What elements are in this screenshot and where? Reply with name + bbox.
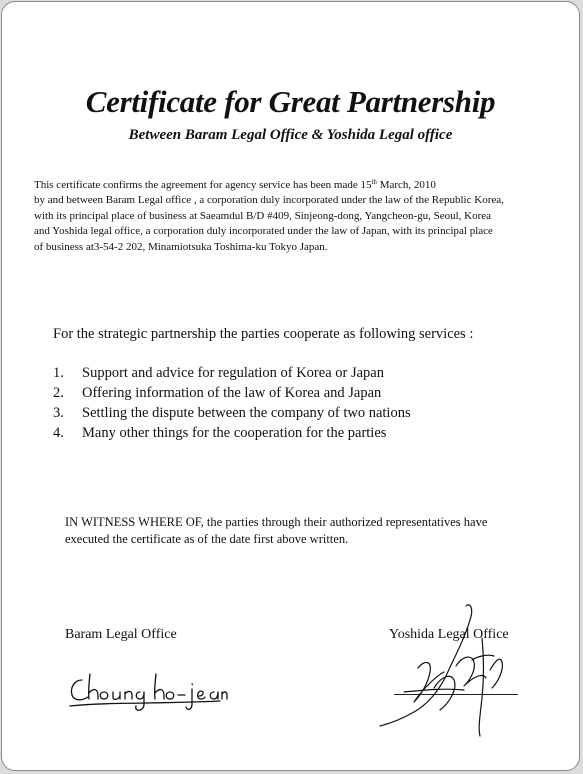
ordinal-suffix: th [371, 178, 377, 186]
signature-baram [68, 666, 228, 714]
list-text: Many other things for the cooperation for the parties [82, 425, 387, 441]
list-number: 4. [53, 425, 64, 441]
intro-line-3: with its principal place of business at Saeamdul B/D #409, Sinjeong-dong, Yangcheon-gu, Seoul, Korea [34, 209, 492, 222]
intro-line-1: This certificate confirms the agreement for agency service has been made 15th March, 2010 [34, 178, 436, 191]
witness-clause [65, 514, 535, 548]
list-number: 1. [53, 365, 64, 381]
intro-line-2: by and between Baram Legal office , a corporation duly incorporated under the law of the Republic Korea, [34, 194, 504, 207]
party-name-yoshida: Yoshida Legal Office [389, 627, 509, 642]
intro-line-4: and Yoshida legal office, a corporation duly incorporated under the law of Japan, with its principal place [34, 225, 493, 238]
list-number: 3. [53, 405, 64, 421]
list-item [53, 403, 411, 423]
list-text: Support and advice for regulation of Korea or Japan [82, 365, 384, 381]
signature-yoshida [374, 598, 534, 748]
list-text: Settling the dispute between the company of two nations [82, 405, 411, 421]
certificate-page [1, 1, 580, 771]
certificate-subtitle: Between Baram Legal Office & Yoshida Legal office [128, 127, 453, 143]
list-number: 2. [53, 385, 64, 401]
witness-line-1: IN WITNESS WHERE OF, the parties through their authorized representatives have [65, 515, 488, 529]
intro-line-5: of business at3-54-2 202, Minamiotsuka Toshima-ku Tokyo Japan. [34, 240, 328, 253]
certificate-title: Certificate for Great Partnership [85, 84, 496, 119]
intro-paragraph [34, 178, 574, 255]
list-item [53, 363, 411, 383]
list-text: Offering information of the law of Korea and Japan [82, 385, 382, 401]
party-name-baram: Baram Legal Office [65, 627, 177, 642]
list-item [53, 383, 411, 403]
services-lead: For the strategic partnership the parties cooperate as following services : [53, 326, 474, 342]
witness-line-2: executed the certificate as of the date first above written. [65, 532, 349, 546]
services-list [53, 363, 411, 443]
list-item [53, 423, 411, 443]
